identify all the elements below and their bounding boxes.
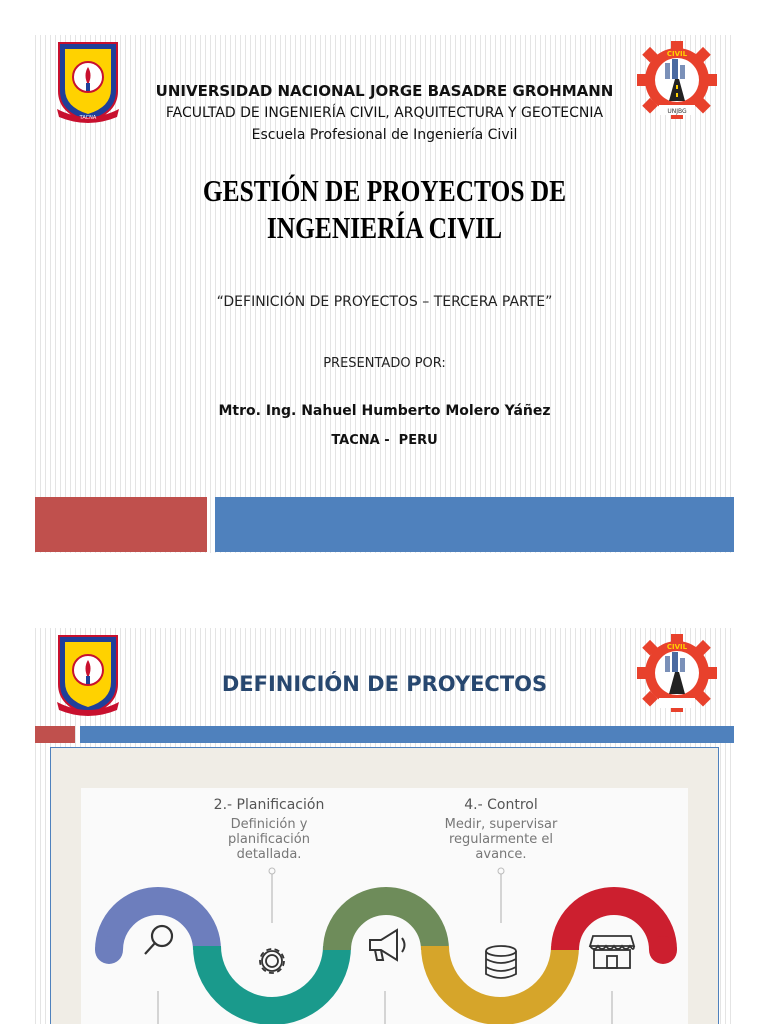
presentation-title — [98, 172, 671, 246]
blue-accent-bar — [80, 726, 734, 743]
university-name: UNIVERSIDAD NACIONAL JORGE BASADRE GROHMANN — [155, 82, 614, 100]
school-name: Escuela Profesional de Ingeniería Civil — [251, 127, 518, 143]
magnifier-icon — [145, 926, 172, 954]
step-planning-desc: Definición y planificación detallada. — [228, 817, 310, 862]
blue-accent-bar — [215, 497, 734, 552]
process-wave-diagram — [81, 788, 688, 1024]
slide-heading: DEFINICIÓN DE PROYECTOS — [221, 672, 548, 696]
svg-text:TACNA: TACNA — [79, 115, 97, 121]
svg-text:CIVIL: CIVIL — [666, 50, 688, 58]
presentation-subtitle: “DEFINICIÓN DE PROYECTOS – TERCERA PARTE” — [216, 294, 553, 310]
connector-dot — [498, 868, 504, 874]
presented-by-label: PRESENTADO POR: — [323, 356, 446, 371]
infographic-canvas — [81, 788, 688, 1024]
faculty-name: FACULTAD DE INGENIERÍA CIVIL, ARQUITECTURA Y GEOTECNIA — [165, 105, 604, 121]
step-control-desc: Medir, supervisar regularmente el avance. — [444, 817, 558, 862]
gear-icon — [260, 949, 284, 973]
step-planning-title: 2.- Planificación — [213, 797, 325, 813]
red-accent-bar — [35, 497, 207, 552]
database-icon — [486, 946, 516, 978]
title-line-2: INGENIERÍA CIVIL — [266, 210, 503, 245]
title-line-1: GESTIÓN DE PROYECTOS DE — [202, 173, 567, 208]
svg-text:UNJBG: UNJBG — [667, 108, 687, 115]
title-slide — [35, 35, 734, 553]
arc-green — [337, 901, 435, 950]
arc-red — [565, 901, 663, 950]
svg-text:CIVIL: CIVIL — [666, 643, 688, 651]
red-accent-bar — [35, 726, 75, 743]
store-icon — [590, 936, 634, 968]
author-name: Mtro. Ing. Nahuel Humberto Molero Yáñez — [218, 403, 551, 419]
process-infographic — [50, 747, 719, 1024]
connector-dot — [269, 868, 275, 874]
location-text: TACNA - PERU — [331, 433, 438, 448]
arc-purple — [109, 901, 207, 950]
megaphone-icon — [370, 930, 405, 960]
step-control-title: 4.- Control — [464, 797, 538, 813]
definition-slide — [35, 628, 734, 1024]
